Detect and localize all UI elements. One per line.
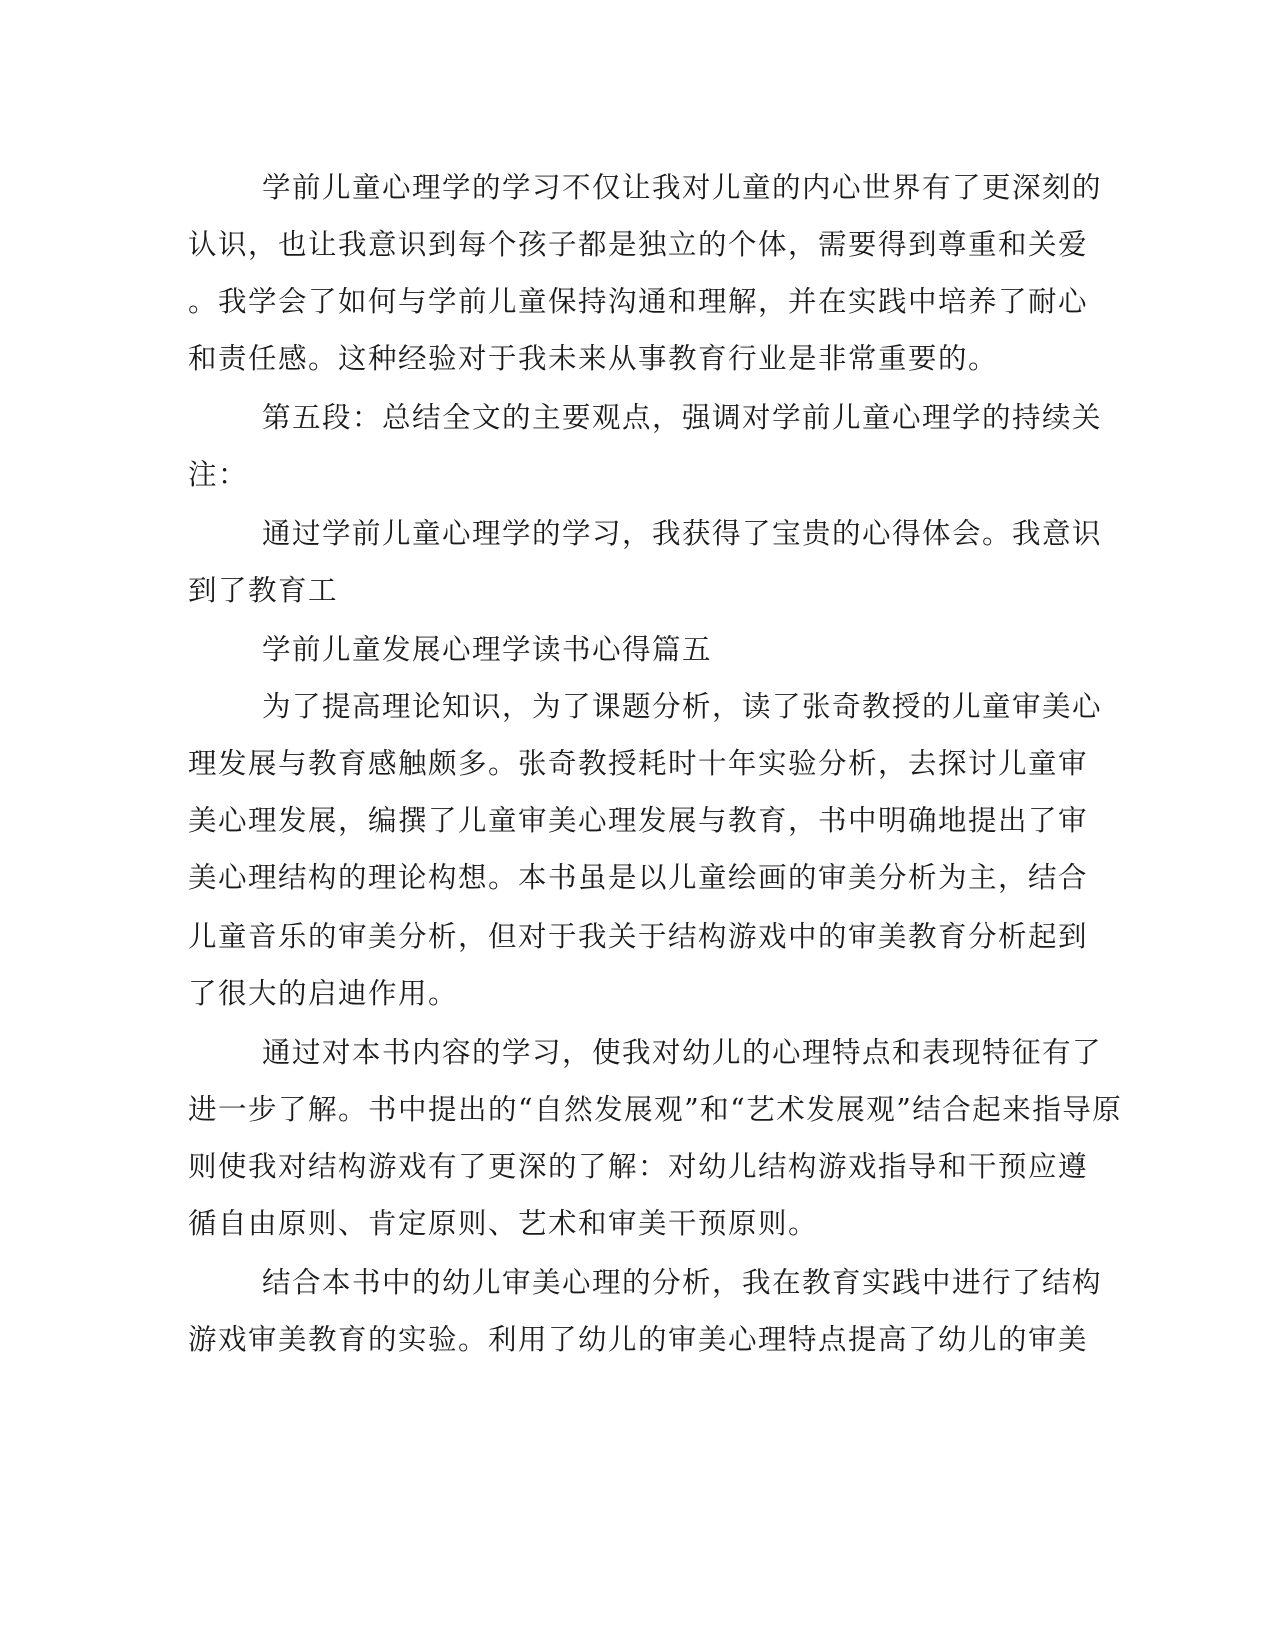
paragraph-line: 为了提高理论知识，为了课题分析，读了张奇教授的儿童审美心 bbox=[262, 690, 1103, 723]
paragraph-line: 通过对本书内容的学习，使我对幼儿的心理特点和表现特征有了 bbox=[262, 1036, 1103, 1069]
paragraph-line: 理发展与教育感触颇多。张奇教授耗时十年实验分析，去探讨儿童审 bbox=[188, 747, 1089, 780]
paragraph-line: 循自由原则、肯定原则、艺术和审美干预原则。 bbox=[188, 1207, 819, 1240]
paragraph-line: 和责任感。这种经验对于我未来从事教育行业是非常重要的。 bbox=[188, 342, 999, 375]
paragraph-line: 通过学前儿童心理学的学习，我获得了宝贵的心得体会。我意识 bbox=[262, 517, 1103, 550]
section-heading-line: 第五段：总结全文的主要观点，强调对学前儿童心理学的持续关 bbox=[262, 401, 1103, 434]
paragraph-line: 游戏审美教育的实验。利用了幼儿的审美心理特点提高了幼儿的审美 bbox=[188, 1323, 1089, 1356]
paragraph-line: 学前儿童心理学的学习不仅让我对儿童的内心世界有了更深刻的 bbox=[262, 171, 1103, 204]
paragraph-line: 美心理发展，编撰了儿童审美心理发展与教育，书中明确地提出了审 bbox=[188, 804, 1089, 837]
paragraph-line: 则使我对结构游戏有了更深的了解：对幼儿结构游戏指导和干预应遵 bbox=[188, 1150, 1089, 1183]
paragraph-line: 了很大的启迪作用。 bbox=[188, 977, 459, 1010]
paragraph-line: 结合本书中的幼儿审美心理的分析，我在教育实践中进行了结构 bbox=[262, 1266, 1103, 1299]
paragraph-line: 。我学会了如何与学前儿童保持沟通和理解，并在实践中培养了耐心 bbox=[188, 285, 1089, 318]
paragraph-line: 美心理结构的理论构想。本书虽是以儿童绘画的审美分析为主，结合 bbox=[188, 861, 1089, 894]
paragraph-line: 儿童音乐的审美分析，但对于我关于结构游戏中的审美教育分析起到 bbox=[188, 920, 1089, 953]
section-heading-line: 注： bbox=[188, 458, 249, 491]
article-title: 学前儿童发展心理学读书心得篇五 bbox=[262, 633, 713, 666]
paragraph-line: 进一步了解。书中提出的“自然发展观”和“艺术发展观”结合起来指导原 bbox=[188, 1093, 1123, 1126]
paragraph-line: 到了教育工 bbox=[188, 574, 339, 607]
paragraph-line: 认识，也让我意识到每个孩子都是独立的个体，需要得到尊重和关爱 bbox=[188, 228, 1089, 261]
